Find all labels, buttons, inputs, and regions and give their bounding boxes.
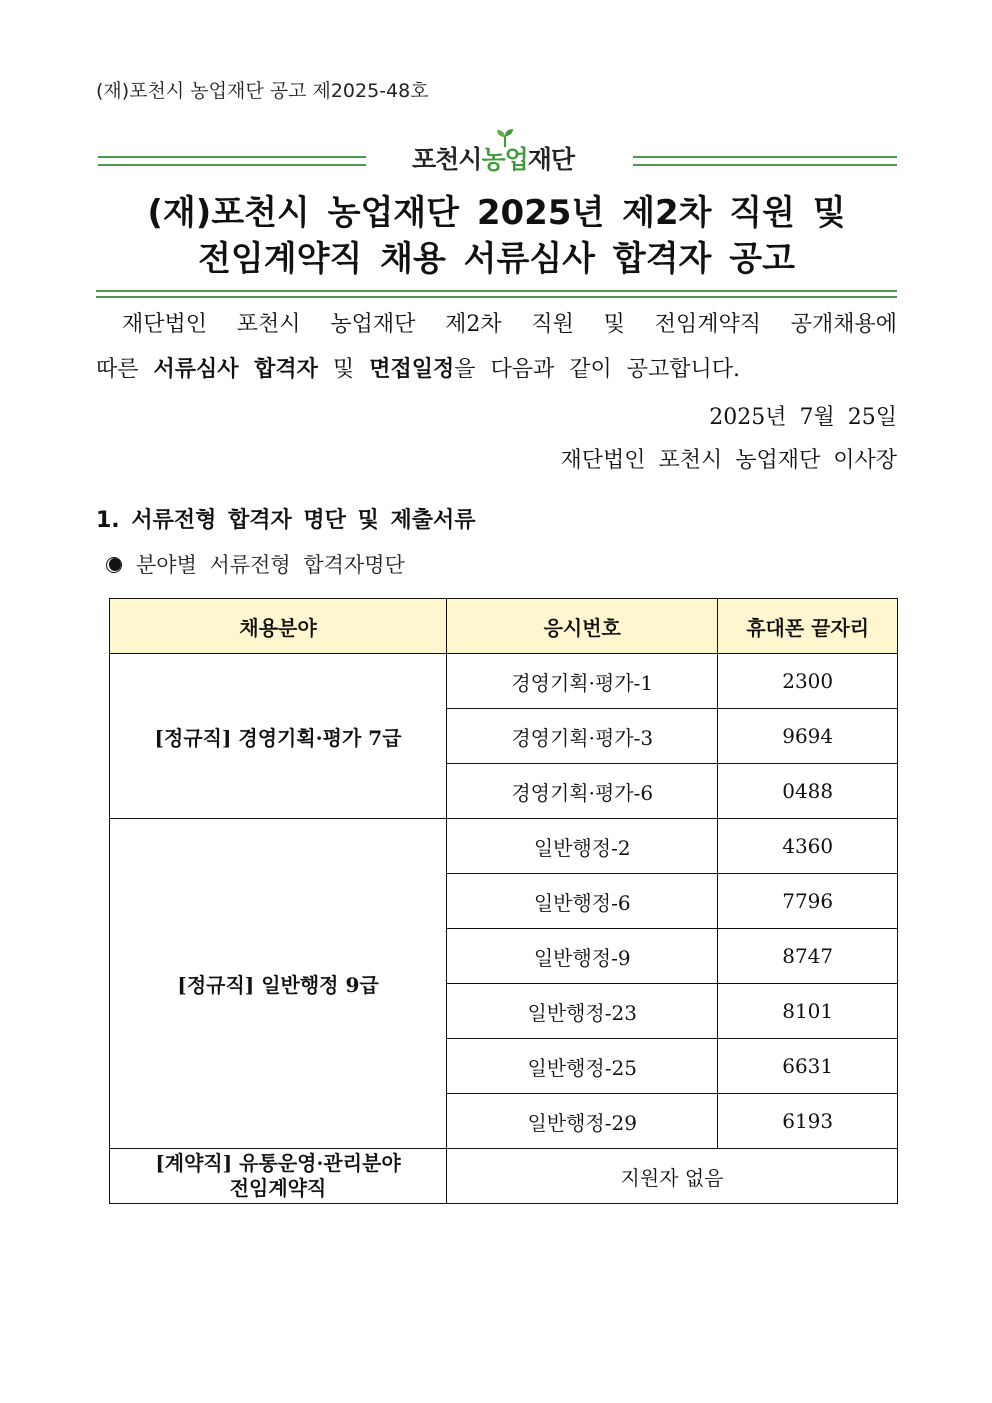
- phone-cell: 4360: [718, 819, 898, 874]
- logo-rule-right: [633, 156, 897, 166]
- applicant-no-cell: 일반행정-6: [447, 874, 718, 929]
- table-header-row: [110, 599, 898, 654]
- applicant-no-cell: 경영기획·평가-1: [447, 654, 718, 709]
- table-row: [110, 1149, 898, 1204]
- phone-cell: 8101: [718, 984, 898, 1039]
- half-circle-bullet-icon: [106, 557, 122, 573]
- logo-prefix: 포천시: [412, 145, 482, 174]
- intro-line-2-pre: 따른: [96, 357, 154, 382]
- logo-suffix: 재단: [527, 145, 575, 174]
- intro-bold-schedule: 면접일정: [369, 356, 455, 382]
- phone-cell: 9694: [718, 709, 898, 764]
- applicant-no-cell: 일반행정-25: [447, 1039, 718, 1094]
- header-applicant-no: 응시번호: [447, 599, 718, 654]
- contract-field-line-1: [계약직] 유통운영·관리분야: [155, 1151, 401, 1175]
- title-line-1: (재)포천시 농업재단 2025년 제2차 직원 및: [147, 193, 846, 233]
- phone-cell: 0488: [718, 764, 898, 819]
- phone-cell: 2300: [718, 654, 898, 709]
- notice-date: 2025년 7월 25일: [709, 405, 897, 430]
- applicant-no-cell: 경영기획·평가-3: [447, 709, 718, 764]
- logo-banner: [96, 128, 897, 178]
- phone-cell: 8747: [718, 929, 898, 984]
- applicant-no-cell: 일반행정-9: [447, 929, 718, 984]
- applicant-no-cell: 경영기획·평가-6: [447, 764, 718, 819]
- table-row: [110, 819, 898, 874]
- intro-bold-passers: 서류심사 합격자: [153, 356, 318, 382]
- phone-cell: 7796: [718, 874, 898, 929]
- applicant-no-cell: 일반행정-29: [447, 1094, 718, 1149]
- section-1-heading: 1. 서류전형 합격자 명단 및 제출서류: [96, 508, 476, 533]
- intro-line-1: 재단법인 포천시 농업재단 제2차 직원 및 전임계약직 공개채용에: [122, 312, 897, 337]
- contract-field-cell: [110, 1149, 447, 1204]
- logo-wordmark: [412, 140, 574, 176]
- notice-number: (재)포천시 농업재단 공고 제2025-48호: [96, 80, 429, 102]
- field-cell: [정규직] 경영기획·평가 7급: [110, 654, 447, 819]
- header-phone: 휴대폰 끝자리: [718, 599, 898, 654]
- phone-cell: 6631: [718, 1039, 898, 1094]
- contract-field-line-2: 전임계약직: [229, 1176, 327, 1200]
- phone-cell: 6193: [718, 1094, 898, 1149]
- intro-paragraph: [96, 303, 897, 392]
- applicant-no-cell: 일반행정-23: [447, 984, 718, 1039]
- applicant-no-cell: 일반행정-2: [447, 819, 718, 874]
- signer: 재단법인 포천시 농업재단 이사장: [560, 448, 897, 473]
- page-title: [96, 190, 897, 282]
- no-applicant-cell: 지원자 없음: [447, 1149, 898, 1204]
- logo-green: 농업: [481, 145, 528, 174]
- subsection-heading: [106, 549, 405, 579]
- passers-table: [109, 598, 898, 1204]
- field-cell: [정규직] 일반행정 9급: [110, 819, 447, 1149]
- intro-line-2-post: 을 다음과 같이 공고합니다.: [454, 357, 740, 382]
- header-field: 채용분야: [110, 599, 447, 654]
- table-row: [110, 654, 898, 709]
- logo-rule-left: [98, 156, 366, 166]
- intro-line-2-mid: 및: [317, 357, 370, 382]
- title-line-2: 전임계약직 채용 서류심사 합격자 공고: [198, 239, 795, 279]
- title-rule: [96, 290, 897, 298]
- subsection-label: 분야별 서류전형 합격자명단: [136, 553, 405, 577]
